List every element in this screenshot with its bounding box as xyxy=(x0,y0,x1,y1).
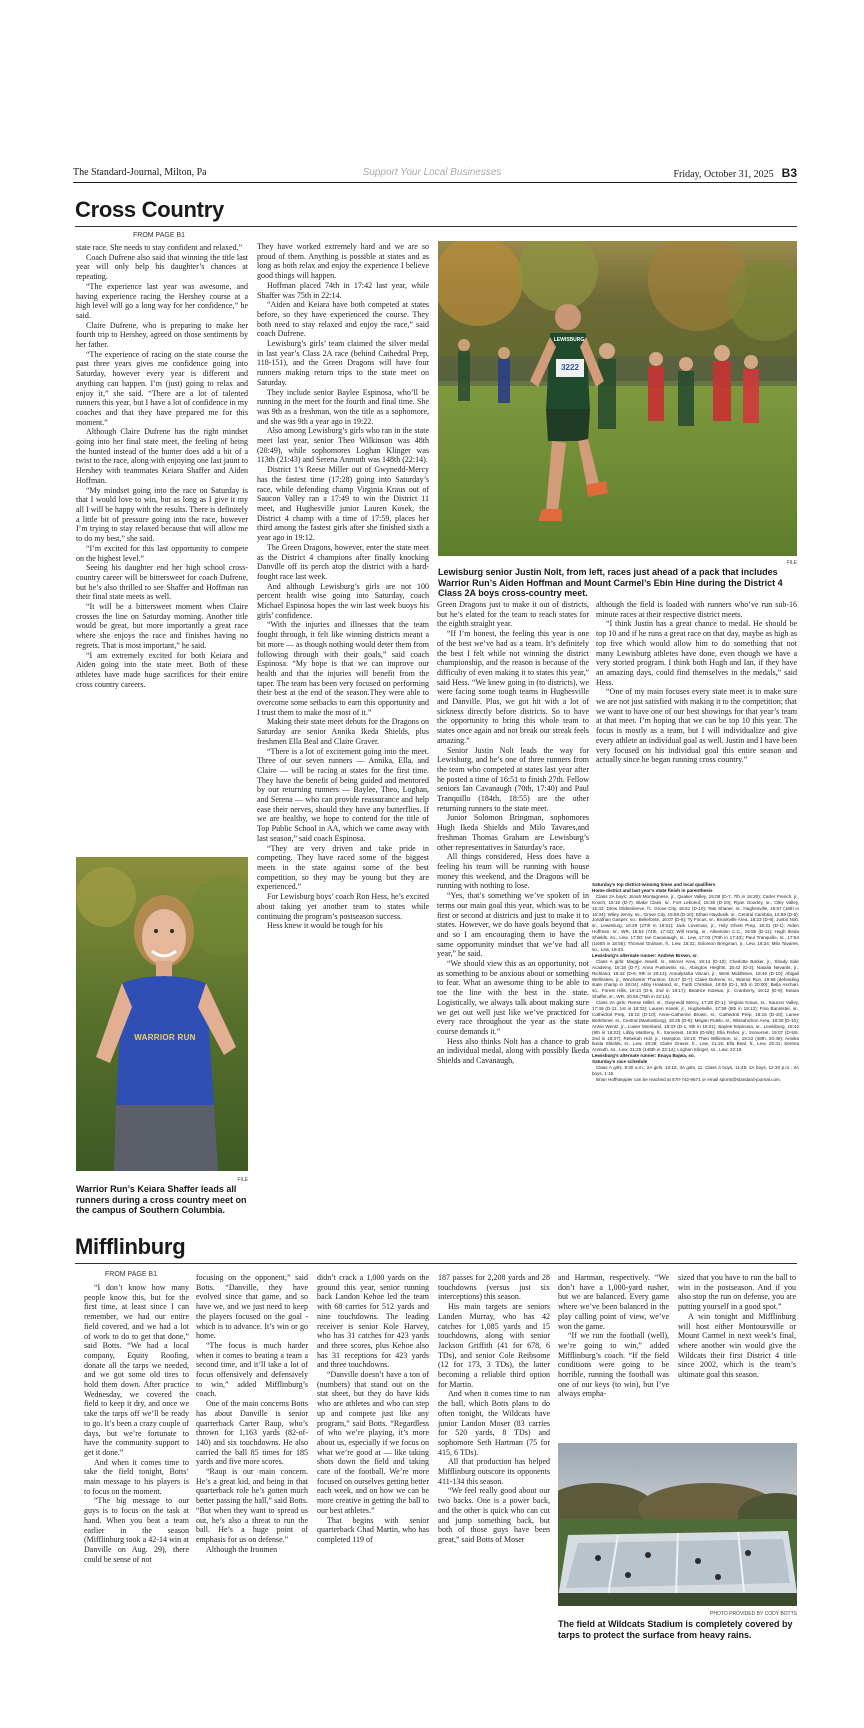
shaffer-photo-credit: FILE xyxy=(237,1177,248,1183)
from-page-label-2: FROM PAGE B1 xyxy=(105,1271,157,1278)
paragraph: “I am extremely excited for both Keiara and Aiden going into the state meet. Both of these athletes have made huge sacrifices for their entire cross country careers. xyxy=(76,650,248,689)
paragraph: “I don’t know how many people know this, but for the first time, at least since I can remember, we had our entire field covered, and we had a lot of work to do to get that done,” said Botts. “We had a local company, Equity Roofing, donate all the tarps we needed, and we got some old tires to hold them down. After practice Wednesday, we covered the field to keep it dry, and once we take the tarps off we’ll be ready to go. It’s been a crazy couple of days, but we’re fortunate to have the community support to get it done.” xyxy=(84,1283,189,1457)
paragraph: “Raup is our main concern. He’s a great kid, and being in that quarterback role he’s gotten much better passing the ball,” said Botts. “But when they want to spread us out, he’s also a threat to run the ball. He’s a huge point of emphasis for us on defense.” xyxy=(196,1467,308,1544)
paragraph: “With the injuries and illnesses that the team fought through, it felt like winning districts meant a bit more — as though nothing would deter them from following through with their goals,” said coach Espinosa. “My hope is that we can improve our health and that the injuries will benefit from the taper. The team has been very focused on performing their best at the end of the season.They were able to overcome some setbacks to earn this opportunity and I trust them to make the most of it.” xyxy=(257,620,429,717)
results-heading: Saturday’s top district-winning times and local qualifiers xyxy=(592,882,716,887)
paragraph: Hess also thinks Nolt has a chance to grab an individual medal, along with possibly Ikeda Shields and Cavanaugh, xyxy=(437,1036,589,1066)
mif-column-5 xyxy=(558,1273,669,1436)
issue-date: Friday, October 31, 2025 xyxy=(673,169,774,180)
paragraph: state race. She needs to stay confident and relaxed.” xyxy=(76,243,243,252)
header-tagline: Support Your Local Businesses xyxy=(362,167,502,178)
results-entry: Class A girls: Maggie Jewell, sr., Mercer Area, 18:14 (D-10); Charlotte Barker, jr., Shady Side Academy, 18:18 (D-7); Anna Puslowski, so., Abington Heights, 18:42 (D-2); Natalia Nevarits, jr., Richland, 18:42 (D-6, 9th in 20:14); Annalyssha Viscari, jr., West Middlesex, 18:46 (D-10); Abigail Wellnstein, jr., Winchester Thurston, 18:47 (D-7); Claire Dufrene, sr., Warrior Run, 18:59 (defending state champ in 19:04); Abby Howland, sr., Faith Christian, 19:09 (D-1, 5th in 20:00); Bella Aschari, so., Forest Hills, 19:14 (D-6, 2nd in 19:17); Beatrice Kolesar, jr., Cranberry, 19:12 (D-9); Keiara Shaffer, sr., WR, 20:56 (75th in 22:14). xyxy=(592,958,799,1000)
paragraph: Seeing his daughter end her high school cross-country career will be bittersweet for coach Dufrene, but he’s also thrilled to see Shaffer and Hoffman run their final state meets as well. xyxy=(76,563,248,602)
header-date-page xyxy=(673,166,797,180)
mif-column-4 xyxy=(438,1273,550,1663)
nolt-race-bib: 3222 xyxy=(561,363,579,372)
paragraph: “Yes, that’s something we’ve spoken of in terms our main goal this year, which was to be first or second at districts and just to make it to states. However, we do have goals beyond that and so I am encouraging them to have the same opportunity mindset that we’ve had all year,” he said. xyxy=(437,891,589,959)
paragraph: “The experience of racing on the state course the past three years gives me confidence going into Saturday, however every year is different and anything can happen. I’m (just) going to relax and enjoy it,” she said. “There are a lot of talented runners this year, but I have a lot of confidence in my coaches and that they have prepared me for this moment.” xyxy=(76,349,248,427)
paragraph: Green Dragons just to make it out of districts, but he’s elated for the team to reach states for the eighth straight year. xyxy=(437,600,589,629)
mif-column-2 xyxy=(196,1273,308,1663)
results-heading: Home district and last year’s state finish in parenthesis xyxy=(592,887,713,893)
paragraph: “It will be a bittersweet moment when Claire crosses the line on Saturday morning. Another title would be great, but more importantly a great race where she enjoys the race and finishes having no regrets. That is most important,” he said. xyxy=(76,602,248,650)
paragraph: “We should view this as an opportunity, not as something to be anxious about or something to fear. What an awesome thing to be able to toe the line with the best in the state. Logistically, we always talk about making sure we get out well just like we’ve practiced for every race throughout the year as the state course demands it.” xyxy=(437,959,589,1036)
paragraph: That begins with senior quarterback Chad Martin, who has completed 119 of xyxy=(317,1515,429,1544)
paragraph: And when it comes time to take the field tonight, Botts’ main message to his players is to focus on the moment. xyxy=(84,1457,189,1496)
paragraph: “The experience last year was awesome, and having experience racing the Hershey course at a high level will go a long way for her confidence,” he said. xyxy=(76,281,248,320)
article-column-4 xyxy=(596,600,797,882)
section-rule xyxy=(75,226,797,227)
paragraph: They have worked extremely hard and we are so proud of them. Anything is possible at states and as long as both relax and enjoy the experience I believe good things will happen. xyxy=(257,242,429,281)
paragraph: Coach Dufrene also said that winning the title last year will only help his daughter’s chances at repeating. xyxy=(76,252,248,282)
paragraph: Junior Solomon Bringman, sophomores Hugh Ikeda Shields and Milo Tavares,and freshman Thomas Graham are Lewisburg’s other representatives in Saturday’s race. xyxy=(437,813,589,852)
paragraph: All that production has helped Mifflinburg outscore its opponents 411-134 this season. xyxy=(438,1457,550,1486)
results-box xyxy=(592,882,799,1244)
photo-keiara-shaffer xyxy=(76,857,248,1171)
shaffer-photo-caption: Warrior Run’s Keiara Shaffer leads all runners during a cross country meet on the campus of Southern Columbia. xyxy=(76,1184,247,1215)
results-entry: Class A girls, 9:30 a.m.; 2A girls, 10:15; 3A girls, 11; Class A boys, 11:45; 2A boys, 12:30 p.m.; 3A boys, 1:15. xyxy=(592,1065,799,1076)
results-entry: Class 2A boys: Jonah Montagnese, jr., Quaker Valley, 15:08 (D-7, 7th in 16:20); Carter French, jr., Knoch, 15:16 (D-7); Blake Class, sr., Fort Leboeuf, 15:38 (D-10); Ryan Gourley, sr., Oley Valley, 15:42; Drew Gildersleeve, fr., Grove City, 15:51 (D-10); Tate Shaner, sr., Hughesville, 15:57 (16th in 16:34); Wiley Jenny, so., Grove City, 15:58 (D-10); Ethan Haydusik, sr., Central Cambria, 15:59 (D-6); Jonathan Gasper, so., Bellefonte, 16:07 (D-6); Ty Focus, sr., Brookville Area, 16:23 (D-9); Justin Nolt, sr., Lewisburg, 16:29 (27th in 16:51); Jack Loveman, jr., Holy Ghost Prep, 16:31 (D-1); Aiden Hoffman, sr., WR, 16:54 (74th, 17:42); Will Hartig, sr., Allentown C.C., 16:55 (D-11); Hugh Ikeda Shields, so., Lew, 17:00; Ian Cavanaugh, sr., Lew, 17:03 (70th in 17:40); Paul Tranquillo, sr., 17:54 (184th in 18:55); Thomas Graham, fr., Lew, 18:31; Solomon Bringman, jr., Lew, 19:34; Milo Tavares, so., Lew, 19:43. xyxy=(592,893,799,952)
paragraph: “They are very driven and take pride in competing. They have raced some of the biggest meets in the state against some of the best competition, so they may be young but they are experienced.” xyxy=(257,843,429,892)
header-rule xyxy=(73,182,797,183)
paragraph: didn’t crack a 1,000 yards on the ground this year, senior running back Landon Kehoe led the team with 68 carries for 512 yards and nine touchdowns. The leading receiver is senior Kole Harvey, who has 31 catches for 423 yards and three scores, plus Kehoe also has 31 receptions for 423 yards and three touchdowns. xyxy=(317,1273,429,1370)
main-photo-caption: Lewisburg senior Justin Nolt, from left, races just ahead of a pack that includes Warrior Run’s Aiden Hoffman and Mount Carmel’s Ebin Hine during the District 4 Class 2A boys cross-country meet. xyxy=(438,567,783,598)
mif-column-3 xyxy=(317,1273,429,1663)
paragraph: They include senior Baylee Espinosa, who’ll be running in the meet for the fourth and final time. She was 9th as a freshman, won the title as a sophomore, and she was 9th a year ago in 19:22. xyxy=(257,387,429,426)
paragraph: Hoffman placed 74th in 17:42 last year, while Shaffer was 75th in 22:14. xyxy=(257,280,429,300)
paragraph: “There is a lot of excitement going into the meet. Three of our seven runners — Annika, Ella, and Claire — will be racing at states for the first time. They have the benefit of being guided and mentored by our returning runners — Baylee, Theo, Loghan, and Serena — who can provide reassurance and help ease their nerves, should they have any butterflies. If we are healthy, we hope to contend for the title of Top Public School in AA, which we came away with last season,” said coach Espinosa. xyxy=(257,746,429,843)
paragraph: “I think Justin has a great chance to medal. He should be top 10 and if he runs a great race on that day, maybe as high as top five which would allow him to do something that not many Lewisburg athletes have done, even though we have a very storied program. I think both Hugh and Ian, if they have an amazing days, could find themselves in the medals,” said Hess. xyxy=(596,619,797,687)
paragraph: Senior Justin Nolt leads the way for Lewisburg, and he’s one of three runners from the team who competed at states last year after he posted a time of 16:51 to finish 27th. Fellow seniors Ian Cavanaugh (70th, 17:40) and Paul Tranquillo (184th, 18:55) are the other returning runners to the state meet. xyxy=(437,745,589,813)
from-page-label: FROM PAGE B1 xyxy=(133,232,185,239)
paragraph: Although Claire Dufrene has the right mindset going into her final state meet, the feeling of being the hunted instead of the hunter does add a bit of a twist to the race, along with enjoying one last jaunt to Hershey with teammates Keiara Shaffer and Aiden Hoffman. xyxy=(76,427,248,485)
main-photo-credit: FILE xyxy=(786,560,797,566)
paragraph: “Danville doesn’t have a ton of (numbers) that stand out on the stat sheet, but they do have kids who are athletes and who can step up and compete just like any program,” said Botts. “Regardless of who we’re playing, it’s more about us, especially if we focus on what we’re good at — like taking shots down the field and taking care of the football. We’re more focused on ourselves getting better each week, and on how we can be more creative in getting the ball to our best athletes.” xyxy=(317,1370,429,1515)
photo-justin-nolt-pack xyxy=(438,241,797,556)
paragraph: focusing on the opponent,” said Botts. “Danville, they have evolved since that game, and so have we, and we just need to keep the players focused on the goal - which is to advance. It’s win or go home. xyxy=(196,1273,308,1341)
paragraph: “If we run the football (well), we’re going to win,” added Mifflinburg’s coach. “If the field conditions were going to be horrible, running the football was one of our keys (to win), but I’ve always empha- xyxy=(558,1331,669,1399)
paragraph: “Aiden and Keiara have both competed at states before, so they have experienced the course. They both need to stay relaxed and enjoy the race,” said coach Dufrene. xyxy=(257,300,429,339)
article-column-3 xyxy=(437,600,589,1244)
main-photo-art xyxy=(438,241,797,556)
article-column-1 xyxy=(76,243,248,850)
field-photo-caption: The field at Wildcats Stadium is completely covered by tarps to protect the surface from heavy rains. xyxy=(558,1619,793,1640)
paragraph: although the field is loaded with runners who’ve run sub-16 minute races at their respective district meets. xyxy=(596,600,797,619)
paragraph: “My mindset going into the race on Saturday is that I would love to win, but as long as I give it my all I will be happy with the results. There is definitely a little bit of pressure going into the race, however I’m trying to stay relaxed because that will allow me to do my best,” she said. xyxy=(76,485,248,544)
paragraph: Although the Ironmen xyxy=(206,1544,278,1554)
results-heading: Lewisburg’s alternate runner: Enaya Bajwa, so. xyxy=(592,1053,695,1059)
section-rule-2 xyxy=(75,1263,797,1264)
paragraph: “We feel really good about our two backs. One is a power back, and the other is quick who can cut and jump something back, but both of those guys have been great,” said Botts of Moser xyxy=(438,1486,550,1544)
paragraph: and Hartman, respectively. “We don’t have a 1,000-yard rusher, but we are balanced. Every game where we’ve been balanced in the play calling point of view, we’ve won the game. xyxy=(558,1273,669,1331)
paragraph: Claire Dufrene, who is preparing to make her fourth trip to Hershey, agreed on those sentiments by her father. xyxy=(76,320,248,350)
paper-name: The Standard-Journal, Milton, Pa xyxy=(73,167,207,178)
paragraph: Also among Lewisburg’s girls who ran in the state meet last year, senior Theo Wilkinson was 48th (20:49), while sophomores Loghan Klinger was 113th (21:43) and Serena Anmuth was 148th (22:14). xyxy=(257,426,429,465)
section-title-mifflinburg: Mifflinburg xyxy=(75,1234,186,1259)
nolt-jersey-text: LEWISBURG xyxy=(553,337,585,343)
paragraph: All things considered, Hess does have a feeling his team will be running with house money this weekend, and the Dragons will be running with nothing to lose. xyxy=(437,852,589,891)
paragraph: The Green Dragons, however, enter the state meet as the District 4 champions after finally knocking Danville off its perch atop the district with a hard-fought race last week. xyxy=(257,542,429,581)
mif-column-1 xyxy=(84,1283,189,1663)
results-entry: Class 2A girls: Reese Miller, sr., Gwynedd Mercy, 17:28 (D-1); Virginia Kraus, sr., Saucon Valley, 17:49 (D-11, 1st in 18:33); Lauren Kosek, jr., Hughesville, 17:59 (6th in 19:12); Fina Bannister, sr., Cathedral Prep, 18:15 (D-10); Anne-Catherine Brown, sr., Cathedral Prep, 18:15 (D-10); Lanee Berkhimer, sr., Central (Martinsburg), 18:25 (D-6); Megan Pulelo, sr., Wissahickon Area, 18:30 (D-10); Annie Wentz, jr., Lower Moreland, 18:33 (D-1, 8th in 19:21); Baylee Espinosa, sr., Lewisburg, 18:42 (9th in 19:22); Libby Martteny, fr., Somerset, 18:59 (D-5/6); Ella Fisher, jr., Somerset, 19:07 (D-5/6, 2nd in 18:37); Rebekah Holl, jr., Hampton, 19:10; Theo Wilkinson, sr., 19:22 (48th, 20:49); Annika Ikeda Shields, sr., Lew, 19:29; Claire Graver, fr., Lew, 21:15; Ella Beal, fr., Lew, 20:41; Serena Anmuth, so., Lew, 21:25 (148th in 22:14); Loghan Klinger, so., Lew, 22:19. xyxy=(592,1000,799,1053)
field-photo-credit: PHOTO PROVIDED BY CODY BOTTS xyxy=(710,1611,797,1617)
shaffer-jersey-text: WARRIOR RUN xyxy=(134,1033,196,1042)
paragraph: And although Lewisburg’s girls are not 100 percent health wise going into Saturday, coach Michael Espinosa hopes the win last week buoys his girls’ confidence. xyxy=(257,581,429,620)
paragraph: District 1’s Reese Miller out of Gwynedd-Mercy has the fastest time (17:28) going into Saturday’s race, while defending champ Virginia Kraus out of Saucon Valley ran a 17:49 to win the District 11 meet, and Hughesville junior Lauren Kosek, the District 4 champ with a time of 17:59, places her third among the fastest girls after she finished sixth a year ago in 19:12. xyxy=(257,465,429,543)
field-photo-art xyxy=(558,1443,797,1606)
photo-wildcats-stadium-field xyxy=(558,1443,797,1606)
paragraph: “If I’m honest, the feeling this year is one of the best we’ve had as a team. It’s definitely the best I felt while not winning the district championship, and the reason is because of the difficulty of even making it to states this year,” said Hess. “We knew going in (to districts), we were facing some tough teams in Hughesville and Danville. Plus, we got hit with a lot of sickness directly before districts. So to have the opportunity to bring this whole team to states once again and not break our streak feels amazing.” xyxy=(437,629,589,745)
paragraph: Hess knew it would be tough for his xyxy=(267,921,383,931)
results-heading: Saturday’s race schedule xyxy=(592,1059,648,1065)
paragraph: For Lewisburg boys’ coach Ron Hess, he’s excited about taking yet another team to states while continuing the program’s postseason success. xyxy=(257,892,429,921)
section-title-cross-country: Cross Country xyxy=(75,197,224,222)
paragraph: Making their state meet debuts for the Dragons on Saturday are senior Annika Ikeda Shields, plus freshmen Ella Beal and Claire Graver. xyxy=(257,717,429,746)
paragraph: His main targets are seniors Landen Murray, who has 42 catches for 1,085 yards and 15 touchdowns, along with senior Jackson Griffith (41 for 678, 6 TDs), and senior Cole Reibsome (12 for 173, 3 TDs), the latter becoming a reliable third option for Martin. xyxy=(438,1302,550,1389)
paragraph: 187 passes for 2,208 yards and 28 touchdowns (versus just six interceptions) this season. xyxy=(438,1273,550,1302)
shaffer-photo-art xyxy=(76,857,248,1171)
paragraph: “One of my main focuses every state meet is to make sure we are not just satisfied with making it to the competition; that we want to have one of our best showings for that year’s team at that meet. I’m hoping that we can be top 10 this year. The focus is mostly as a team, but I will individualize and give every athlete an individual goal as well. Justin and I have been very focused on his individual goal this entire season and actually since he began running cross country.” xyxy=(596,687,797,765)
paragraph: A win tonight and Mifflinburg will host either Montoursville or Mount Carmel in next week’s final, where another win would give the Wildcats their first District 4 title since 2002, which is the team’s ultimate goal this season. xyxy=(678,1311,796,1380)
paragraph: sized that you have to run the ball to win in the postseason. And if you also stop the run on defense, you are putting yourself in a good spot.” xyxy=(678,1273,796,1312)
paragraph: Lewisburg’s girls’ team claimed the silver medal in last year’s Class 2A race (behind Cathedral Prep, 118-151), and the Green Dragons will have four runners making return trips to the state meet on Saturday. xyxy=(257,339,429,387)
paragraph: One of the main concerns Botts has about Danville is senior quarterback Carter Raup, who’s thrown for 1,163 yards (82-of-140) and six touchdowns. He also carried the ball 85 times for 185 yards and five more scores. xyxy=(196,1399,308,1467)
paragraph: “The big message to our guys is to focus on the task at hand. When you beat a team earlier in the season (Mifflinburg took a 42-14 win at Danville on Aug. 29), there could be sense of not xyxy=(84,1496,189,1564)
mif-column-6 xyxy=(678,1273,796,1436)
results-heading: Lewisburg’s alternate runner: Andrew Brown, sr. xyxy=(592,952,698,958)
paragraph: “I’m excited for this last opportunity to compete on the highest level.” xyxy=(76,543,248,563)
paragraph: And when it comes time to run the ball, which Botts plans to do often tonight, the Wildcats have junior Landon Moser (83 carries for 520 yards, 8 TDs) and sophomore Seth Hartman (75 for 415, 6 TDs). xyxy=(438,1389,550,1457)
results-entry: Brian Hoffsteppler can be reached at 570-742-9671 or email sports@standard-journal.com. xyxy=(596,1076,782,1082)
article-column-2 xyxy=(257,242,429,1244)
page-number: B3 xyxy=(781,166,797,180)
paragraph: “The focus is much harder when it comes to beating a team a second time, and it’ll take a lot of focus offensively and defensively to win,” added Mifflinburg’s coach. xyxy=(196,1340,308,1399)
